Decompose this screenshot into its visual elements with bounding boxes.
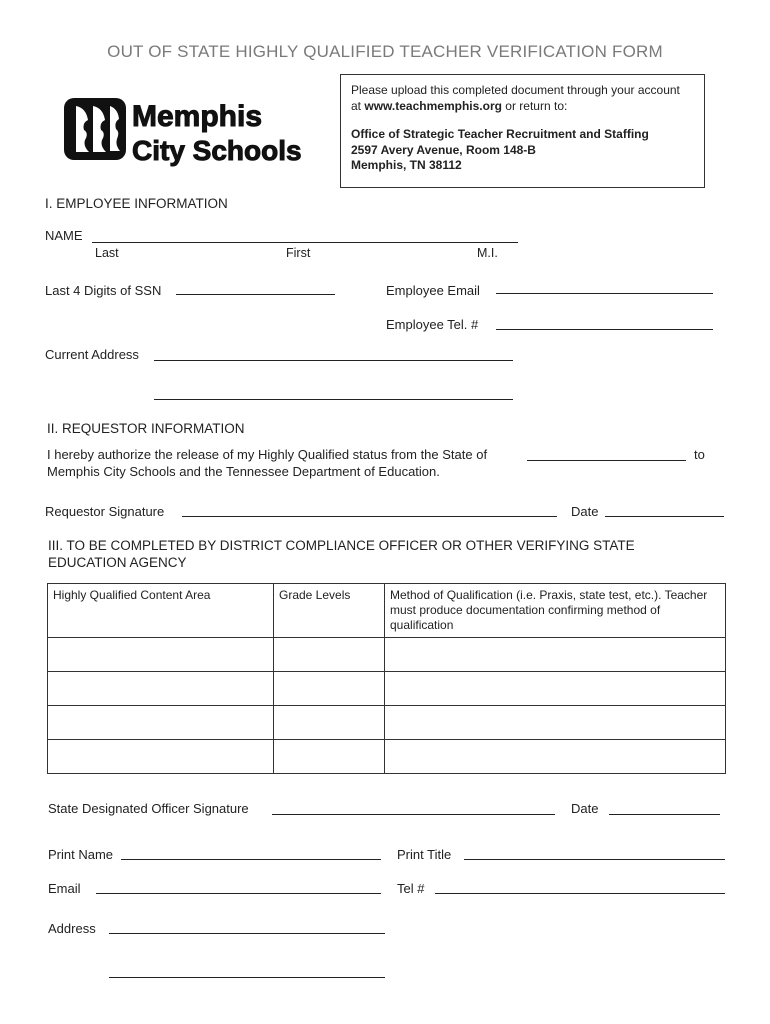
- method-cell[interactable]: [385, 740, 726, 774]
- ssn-input[interactable]: [176, 294, 335, 295]
- content-area-cell[interactable]: [48, 740, 274, 774]
- current-address-label: Current Address: [45, 347, 139, 362]
- website-link[interactable]: www.teachmemphis.org: [364, 98, 502, 113]
- table-row: [48, 672, 726, 706]
- name-label: NAME: [45, 228, 83, 243]
- officer-address-input-line2[interactable]: [109, 977, 385, 978]
- grade-levels-cell[interactable]: [274, 638, 385, 672]
- employee-tel-label: Employee Tel. #: [386, 317, 479, 332]
- officer-tel-label: Tel #: [397, 881, 425, 896]
- content-area-cell[interactable]: [48, 672, 274, 706]
- form-title: OUT OF STATE HIGHLY QUALIFIED TEACHER VERIFICATION FORM: [107, 42, 663, 61]
- qualification-table: [47, 583, 726, 774]
- name-input[interactable]: [92, 242, 518, 243]
- content-area-cell[interactable]: [48, 638, 274, 672]
- table-header-row: [48, 584, 726, 638]
- column-header-content-area: Highly Qualified Content Area: [48, 584, 274, 638]
- officer-email-input[interactable]: [96, 893, 381, 894]
- column-header-grade-levels: Grade Levels: [274, 584, 385, 638]
- content-area-cell[interactable]: [48, 706, 274, 740]
- return-info-box: [340, 74, 705, 188]
- print-title-label: Print Title: [397, 847, 452, 862]
- officer-signature-input[interactable]: [272, 814, 555, 815]
- requestor-date-input[interactable]: [605, 516, 724, 517]
- memphis-city-schools-logo: [62, 94, 302, 185]
- authorize-to-text: to: [694, 447, 705, 462]
- grade-levels-cell[interactable]: [274, 740, 385, 774]
- return-text: or return to:: [505, 98, 568, 113]
- requestor-signature-input[interactable]: [182, 516, 557, 517]
- print-name-input[interactable]: [121, 859, 381, 860]
- upload-instruction: Please upload this completed document through your account: [351, 83, 680, 97]
- office-address-line1: 2597 Avery Avenue, Room 148-B: [351, 142, 536, 157]
- current-address-input-line2[interactable]: [154, 399, 513, 400]
- print-title-input[interactable]: [464, 859, 725, 860]
- method-cell[interactable]: [385, 706, 726, 740]
- office-address-line2: Memphis, TN 38112: [351, 158, 462, 172]
- officer-signature-label: State Designated Officer Signature: [48, 801, 249, 816]
- logo-text-line1: Memphis: [132, 100, 263, 133]
- requestor-date-label: Date: [571, 504, 599, 519]
- column-header-method: Method of Qualification (i.e. Praxis, state test, etc.). Teacher must produce documentation confirming method of qualification: [385, 584, 726, 638]
- middle-initial-caption: M.I.: [477, 246, 498, 260]
- officer-address-input-line1[interactable]: [109, 933, 385, 934]
- employee-section-heading: I. EMPLOYEE INFORMATION: [45, 196, 228, 211]
- at-text: at: [351, 98, 362, 113]
- table-row: [48, 638, 726, 672]
- first-name-caption: First: [286, 246, 311, 260]
- current-address-input-line1[interactable]: [154, 360, 513, 361]
- method-cell[interactable]: [385, 672, 726, 706]
- officer-email-label: Email: [48, 881, 81, 896]
- officer-date-input[interactable]: [609, 814, 720, 815]
- authorize-text: I hereby authorize the release of my Highly Qualified status from the State of: [47, 447, 488, 462]
- state-input[interactable]: [527, 460, 686, 461]
- grade-levels-cell[interactable]: [274, 706, 385, 740]
- employee-tel-input[interactable]: [496, 329, 713, 330]
- grade-levels-cell[interactable]: [274, 672, 385, 706]
- requestor-section-heading: II. REQUESTOR INFORMATION: [47, 421, 245, 436]
- table-row: [48, 740, 726, 774]
- office-name: Office of Strategic Teacher Recruitment and Staffing: [351, 127, 649, 141]
- employee-email-input[interactable]: [496, 293, 713, 294]
- officer-tel-input[interactable]: [435, 893, 725, 894]
- logo-text-line2: City Schools: [132, 135, 302, 166]
- employee-email-label: Employee Email: [386, 283, 480, 298]
- logo-graphic: [62, 94, 302, 180]
- method-cell[interactable]: [385, 638, 726, 672]
- last-name-caption: Last: [95, 246, 119, 260]
- authorize-text-line2: Memphis City Schools and the Tennessee Department of Education.: [47, 464, 440, 479]
- compliance-heading-line1: III. TO BE COMPLETED BY DISTRICT COMPLIANCE OFFICER OR OTHER VERIFYING STATE: [48, 538, 635, 553]
- print-name-label: Print Name: [48, 847, 114, 862]
- website-line: [351, 99, 694, 115]
- officer-address-label: Address: [48, 921, 96, 936]
- ssn-label: Last 4 Digits of SSN: [45, 283, 162, 298]
- compliance-heading-line2: EDUCATION AGENCY: [48, 555, 187, 570]
- requestor-signature-label: Requestor Signature: [45, 504, 165, 519]
- table-row: [48, 706, 726, 740]
- officer-date-label: Date: [571, 801, 599, 816]
